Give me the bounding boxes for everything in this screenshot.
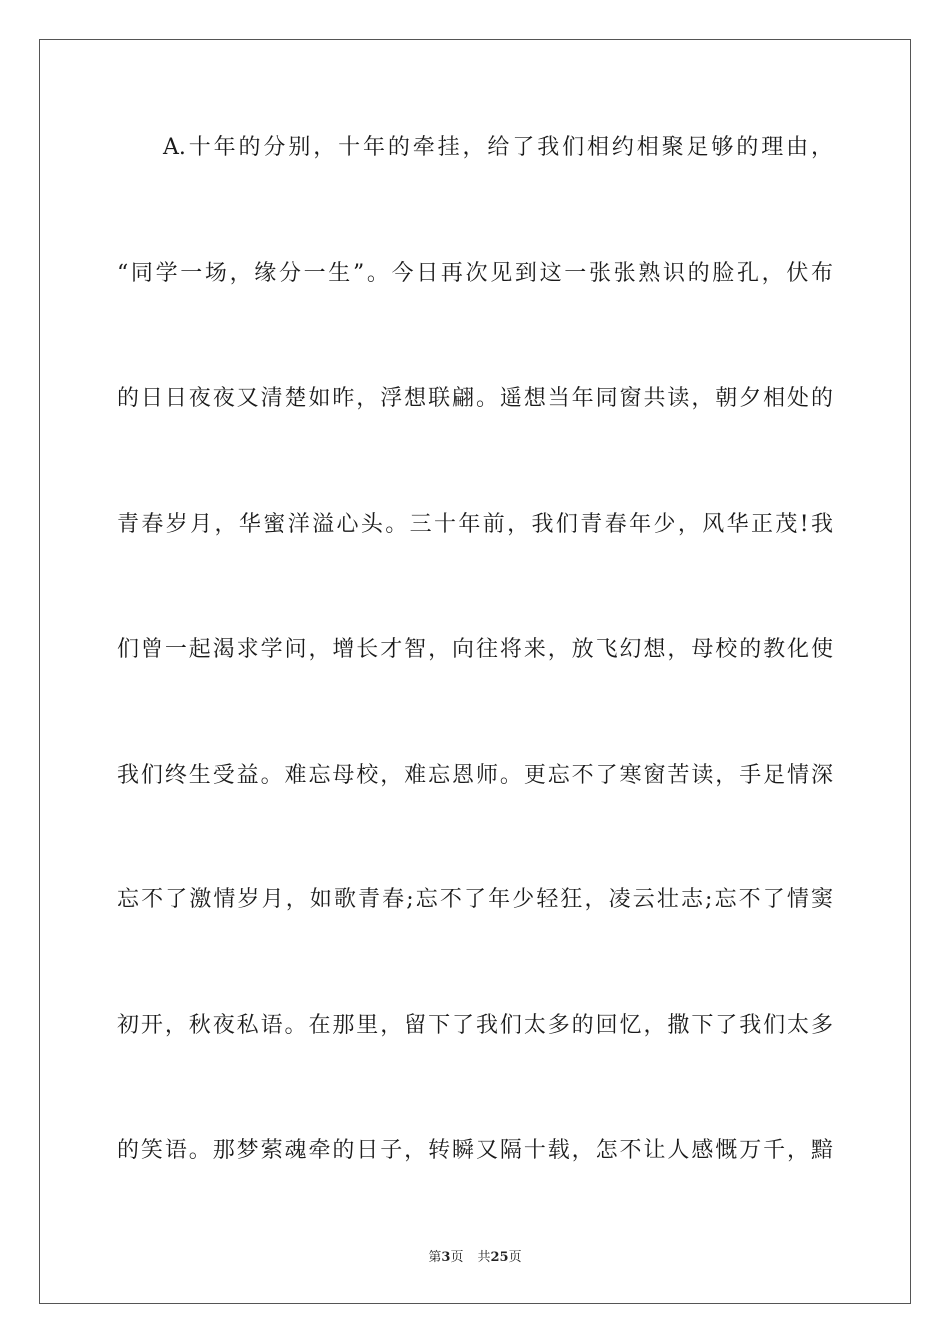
paragraph-line-1: A.十年的分别，十年的牵挂，给了我们相约相聚足够的理由， [163,135,833,160]
total-suffix: 页 [508,1250,522,1265]
page-suffix: 页 [450,1250,464,1265]
paragraph-line-3: 的日日夜夜又清楚如昨，浮想联翩。遥想当年同窗共读，朝夕相处的 [117,386,833,411]
paragraph-line-6: 我们终生受益。难忘母校，难忘恩师。更忘不了寒窗苦读，手足情深 [117,763,833,788]
total-pages: 25 [490,1250,509,1265]
page-footer [0,1246,950,1265]
paragraph-line-8: 初开，秋夜私语。在那里，留下了我们太多的回忆，撒下了我们太多 [117,1013,833,1038]
paragraph-line-5: 们曾一起渴求学问，增长才智，向往将来，放飞幻想，母校的教化使 [117,637,833,662]
paragraph-line-9: 的笑语。那梦萦魂牵的日子，转瞬又隔十载，怎不让人感慨万千，黯 [117,1138,833,1163]
paragraph-line-2: “同学一场，缘分一生”。今日再次见到这一张张熟识的脸孔，伏布 [117,261,833,286]
paragraph-line-7: 忘不了激情岁月，如歌青春;忘不了年少轻狂，凌云壮志;忘不了情窦 [117,887,833,912]
page-border [39,39,911,1304]
paragraph-line-4: 青春岁月，华蜜洋溢心头。三十年前，我们青春年少，风华正茂!我 [117,512,833,537]
total-prefix: 共 [477,1250,491,1265]
page-prefix: 第 [428,1250,442,1265]
page-number: 3 [441,1250,451,1265]
